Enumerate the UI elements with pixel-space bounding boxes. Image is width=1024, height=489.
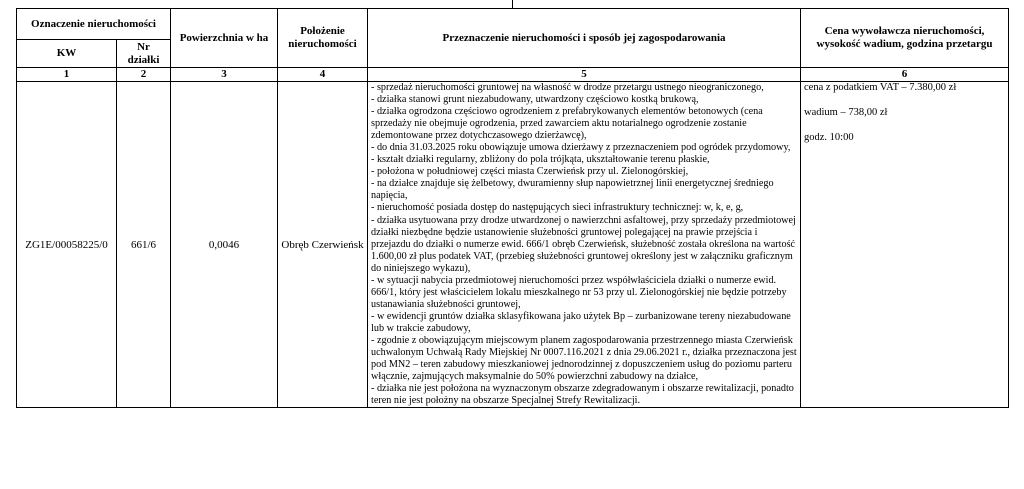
header-powierzchnia: Powierzchnia w ha xyxy=(171,9,278,68)
column-number: 3 xyxy=(171,68,278,82)
description-item: - sprzedaż nieruchomości gruntowej na własność w drodze przetargu ustnego nieograniczonego, xyxy=(371,82,764,93)
column-number: 6 xyxy=(801,68,1009,82)
description-item: - położona w południowej części miasta Czerwieńsk przy ul. Zielonogórskiej, xyxy=(371,166,689,178)
description-item: - działka nie jest położona na wyznaczonym obszarze zdegradowanym i obszarze rewitalizacji, ponadto teren nie jest położny na obszarze Specjalnej Strefy Rewitalizacji. xyxy=(371,383,794,407)
description-item: - kształt działki regularny, zbliżony do pola trójkąta, ukształtowanie terenu płaskie, xyxy=(371,154,710,166)
cell-powierzchnia: 0,0046 xyxy=(171,82,278,408)
description-item: - zgodnie z obowiązującym miejscowym planem zagospodarowania przestrzennego miasta Czerwieńsk uchwalonym Uchwałą Rady Miejskiej Nr 0007.116.2021 z dnia 29.06.2021 r., działka przeznaczona jest pod MN2 – teren zabudowy mieszkaniowej jednorodzinnej z dopuszczeniem usług do poziomu parteru włącznie, zajmujących maksymalnie do 50% powierzchni zabudowy na działce, xyxy=(371,334,797,383)
column-number: 1 xyxy=(17,68,117,82)
column-number-row xyxy=(17,68,1009,82)
header-nr-dzialki: Nr działki xyxy=(117,40,171,68)
column-number: 5 xyxy=(368,68,801,82)
description-item: - działka ogrodzona częściowo ogrodzeniem z prefabrykowanych elementów betonowych (cena sprzedaży nie obejmuje ogrodzenia, przed zawarciem aktu notarialnego ogrodzenie zostanie zdemontowane przez dotychczasowego dzierżawcę), xyxy=(371,106,763,142)
description-item: - na działce znajduje się żelbetowy, dwuramienny słup napowietrznej linii energetycznej średniego napięcia, xyxy=(371,178,774,202)
hour-line: godz. 10:00 xyxy=(804,132,854,143)
top-tick-mark xyxy=(512,0,513,8)
cell-description xyxy=(368,82,801,408)
description-item: - do dnia 31.03.2025 roku obowiązuje umowa dzierżawy z przeznaczeniem pod ogródek przydomowy, xyxy=(371,142,791,154)
cell-nr-dzialki: 661/6 xyxy=(117,82,171,408)
description-item: - nieruchomość posiada dostęp do następujących sieci infrastruktury technicznej: w, k, e, g, xyxy=(371,202,744,214)
description-item: - działka usytuowana przy drodze utwardzonej o nawierzchni asfaltowej, przy sprzedaży przedmiotowej działki niezbędne będzie ustanowienie służebności gruntowej polegającej na prawie przejścia i przejazdu do działki o numerze ewid. 666/1 obręb Czerwieńsk, służebność została określona na wartość 1.600,00 zł plus podatek VAT, (przebieg służebności gruntowej określony jest w załączniku graficznym do niniejszego wykazu), xyxy=(371,214,796,274)
header-oznaczenie: Oznaczenie nieruchomości xyxy=(17,9,171,40)
cell-polozenie: Obręb Czerwieńsk xyxy=(278,82,368,408)
column-number: 2 xyxy=(117,68,171,82)
description-item: - w sytuacji nabycia przedmiotowej nieruchomości przez współwłaściciela działki o numerze ewid. 666/1, który jest właścicielem lokalu mieszkalnego nr 53 przy ul. Zielonogórskiej nie będzie potrzeby ustanawiania służebności gruntowej, xyxy=(371,274,787,310)
cell-kw: ZG1E/00058225/0 xyxy=(17,82,117,408)
description-item: - działka stanowi grunt niezabudowany, utwardzony częściowo kostką brukową, xyxy=(371,94,699,106)
table-row xyxy=(17,82,1009,408)
cell-price xyxy=(801,82,1009,408)
header-polozenie: Położenie nieruchomości xyxy=(278,9,368,68)
wadium-line: wadium – 738,00 zł xyxy=(804,107,888,118)
header-przeznaczenie: Przeznaczenie nieruchomości i sposób jej zagospodarowania xyxy=(368,9,801,68)
property-table xyxy=(16,8,1009,408)
header-cena: Cena wywoławcza nieruchomości, wysokość wadium, godzina przetargu xyxy=(801,9,1009,68)
price-line: cena z podatkiem VAT – 7.380,00 zł xyxy=(804,82,957,93)
header-row-1 xyxy=(17,9,1009,40)
header-kw: KW xyxy=(17,40,117,68)
description-item: - w ewidencji gruntów działka sklasyfikowana jako użytek Bp – zurbanizowane tereny niezabudowane lub w trakcie zabudowy, xyxy=(371,310,791,334)
column-number: 4 xyxy=(278,68,368,82)
